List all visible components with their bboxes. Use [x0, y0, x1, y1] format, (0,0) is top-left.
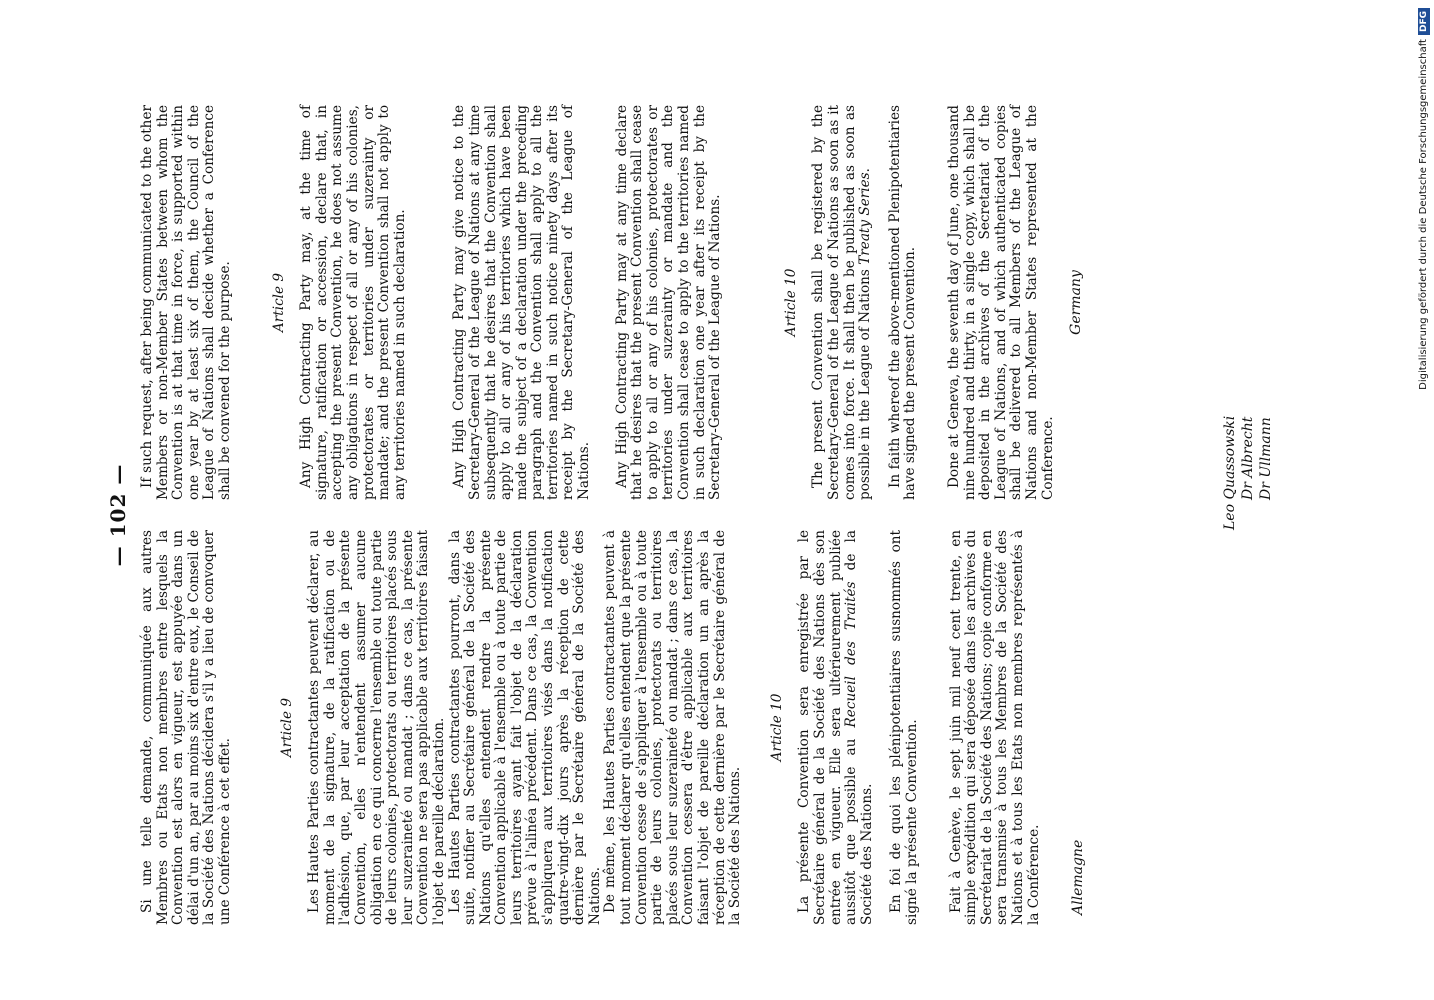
french-article-10-text-b: de la Société des Nations.: [843, 530, 875, 925]
french-article-10-heading: Article 10: [768, 693, 785, 762]
signature-block: [1222, 105, 1342, 925]
digitization-text: Digitalisierung gefördert durch die Deutsche Forschungsgemeinschaft: [1418, 39, 1429, 390]
french-article-9-paragraph-3: De même, les Hautes Parties contractantes peuvent à tout moment déclarer qu'elles entendent que la présente Convention cesse de s'appliquer à l'ensemble ou à toute partie de leurs colonies, protectorats ou territoires placés sous leur suzeraineté ou mandat ; dans ce cas, la Convention cessera d'être applicable aux territoires faisant l'objet de pareille déclaration un an après la réception de cette dernière par le Secrétaire général de la Société des Nations.: [602, 530, 744, 925]
english-column: [140, 105, 1096, 500]
french-recueil-title: Recueil des Traités: [843, 581, 860, 728]
signature-ullmann: Dr Ullmann: [1258, 417, 1274, 500]
digitization-sidebar: [1417, 8, 1431, 392]
french-article-10-text-a: La présente Convention sera enregistrée par le Secrétaire général de la Société des Nations dès son entrée en vigueur. Elle sera ultérieurement publiée aussitôt que possible au: [796, 530, 860, 925]
french-article-9-paragraph-1: Les Hautes Parties contractantes peuvent déclarer, au moment de la signature, de la ratification ou de l'adhésion, que, par leur acceptation de la présente Convention, elles n'entendent assumer aucune obligation en ce qui concerne l'ensemble ou toute partie de leurs colonies, protectorats ou territoires placés sous leur suzeraineté ou mandat ; dans ce cas, la présente Convention ne sera pas applicable aux territoires faisant l'objet de pareille déclaration.: [306, 530, 447, 925]
english-in-witness-paragraph: In faith whereof the above-mentioned Plenipotentiaries have signed the present Convention.: [886, 105, 919, 500]
english-treaty-series-title: Treaty Series: [857, 172, 874, 265]
dfg-logo: DFG: [1418, 8, 1430, 35]
english-paragraph-amendment: If such request, after being communicated to the other Members or non-Member States between whom the Convention is at that time in force, is supported within one year by at least six of them, the Council of the League of Nations shall decide whether a Conference shall be convened for the purpose.: [139, 105, 233, 500]
french-in-witness-paragraph: En foi de quoi les plénipotentiaires susnommés ont signé la présente Convention.: [888, 530, 920, 925]
english-article-10-heading: Article 10: [782, 268, 799, 337]
french-closing-paragraph: Fait à Genève, le sept juin mil neuf cent trente, en simple expédition qui sera déposée dans les archives du Secrétariat de la Société des Nations; copie conforme en sera transmise à tous les Membres de la Société des Nations et à tous les Etats non membres représentés à la Conférence.: [947, 530, 1042, 925]
english-article-9-paragraph-3: Any High Contracting Party may at any time declare that he desires that the present Convention shall cease to apply to all or any of his colonies, protectorates or territories under suzerainty or mandate and the Convention shall cease to apply to the territories named in such declaration one year after its receipt by the Secretary-General of the League of Nations.: [613, 105, 724, 500]
english-country-label: Germany: [1068, 270, 1085, 335]
page-number: — 102 —: [106, 463, 130, 567]
signature-quassowski: Leo Quassowski: [1222, 415, 1238, 530]
french-article-10-paragraph-1: [797, 530, 875, 925]
french-article-9-paragraph-2: Les Hautes Parties contractantes pourront, dans la suite, notifier au Secrétaire général de la Société des Nations qu'elles entendent rendre la présente Convention applicable à l'ensemble ou à toute partie de leurs territoires ayant fait l'objet de la déclaration prévue à l'alinéa précédent. Dans ce cas, la Convention s'appliquera aux territoires visés dans la notification quatre-vingt-dix jours après la réception de cette dernière par le Secrétaire général de la Société des Nations.: [446, 530, 603, 925]
french-column: [140, 530, 1102, 925]
french-paragraph-amendment: Si une telle demande, communiquée aux autres Membres ou Etats non membres entre lesquels la Convention est alors en vigueur, est appuyée dans un délai d'un an, par au moins six d'entre eux, le Conseil de la Société des Nations décidera s'il y a lieu de convoquer une Conférence à cet effet.: [139, 530, 233, 925]
english-closing-paragraph: Done at Geneva, the seventh day of June, one thousand nine hundred and thirty, in a single copy, which shall be deposited in the archives of the Secretariat of the League of Nations, and of which authenticated copies shall be delivered to all Members of the League of Nations and non-Member States represented at the Conference.: [945, 105, 1056, 500]
english-article-9-paragraph-2: Any High Contracting Party may give notice to the Secretary-General of the League of Nations at any time subsequently that he desires that the Convention shall apply to all or any of his territories which have been made the subject of a declaration under the preceding paragraph and the Convention shall apply to all the territories named in such notice ninety days after its receipt by the Secretary-General of the League of Nations.: [451, 105, 593, 500]
english-article-10-paragraph-1: [811, 105, 873, 500]
english-article-10-text-b: .: [857, 168, 874, 173]
signature-albrecht: Dr Albrecht: [1240, 416, 1256, 500]
english-article-9-heading: Article 9: [270, 272, 287, 333]
french-country-label: Allemagne: [1070, 839, 1087, 915]
english-article-9-paragraph-1: Any High Contracting Party may, at the time of signature, ratification or accession, declare that, in accepting the present Convention, he does not assume any obligations in respect of all or any of his colonies, protectorates or territories under suzerainty or mandate; and the present Convention shall not apply to any territories named in such declaration.: [298, 105, 408, 500]
rotated-page: [100, 105, 1300, 925]
english-article-10-text-a: The present Convention shall be registered by the Secretary-General of the League of Nations as soon as it comes into force. It shall then be published as soon as possible in the League of Nations: [810, 105, 874, 500]
digitization-note: [1417, 8, 1431, 392]
french-article-9-heading: Article 9: [278, 697, 295, 758]
